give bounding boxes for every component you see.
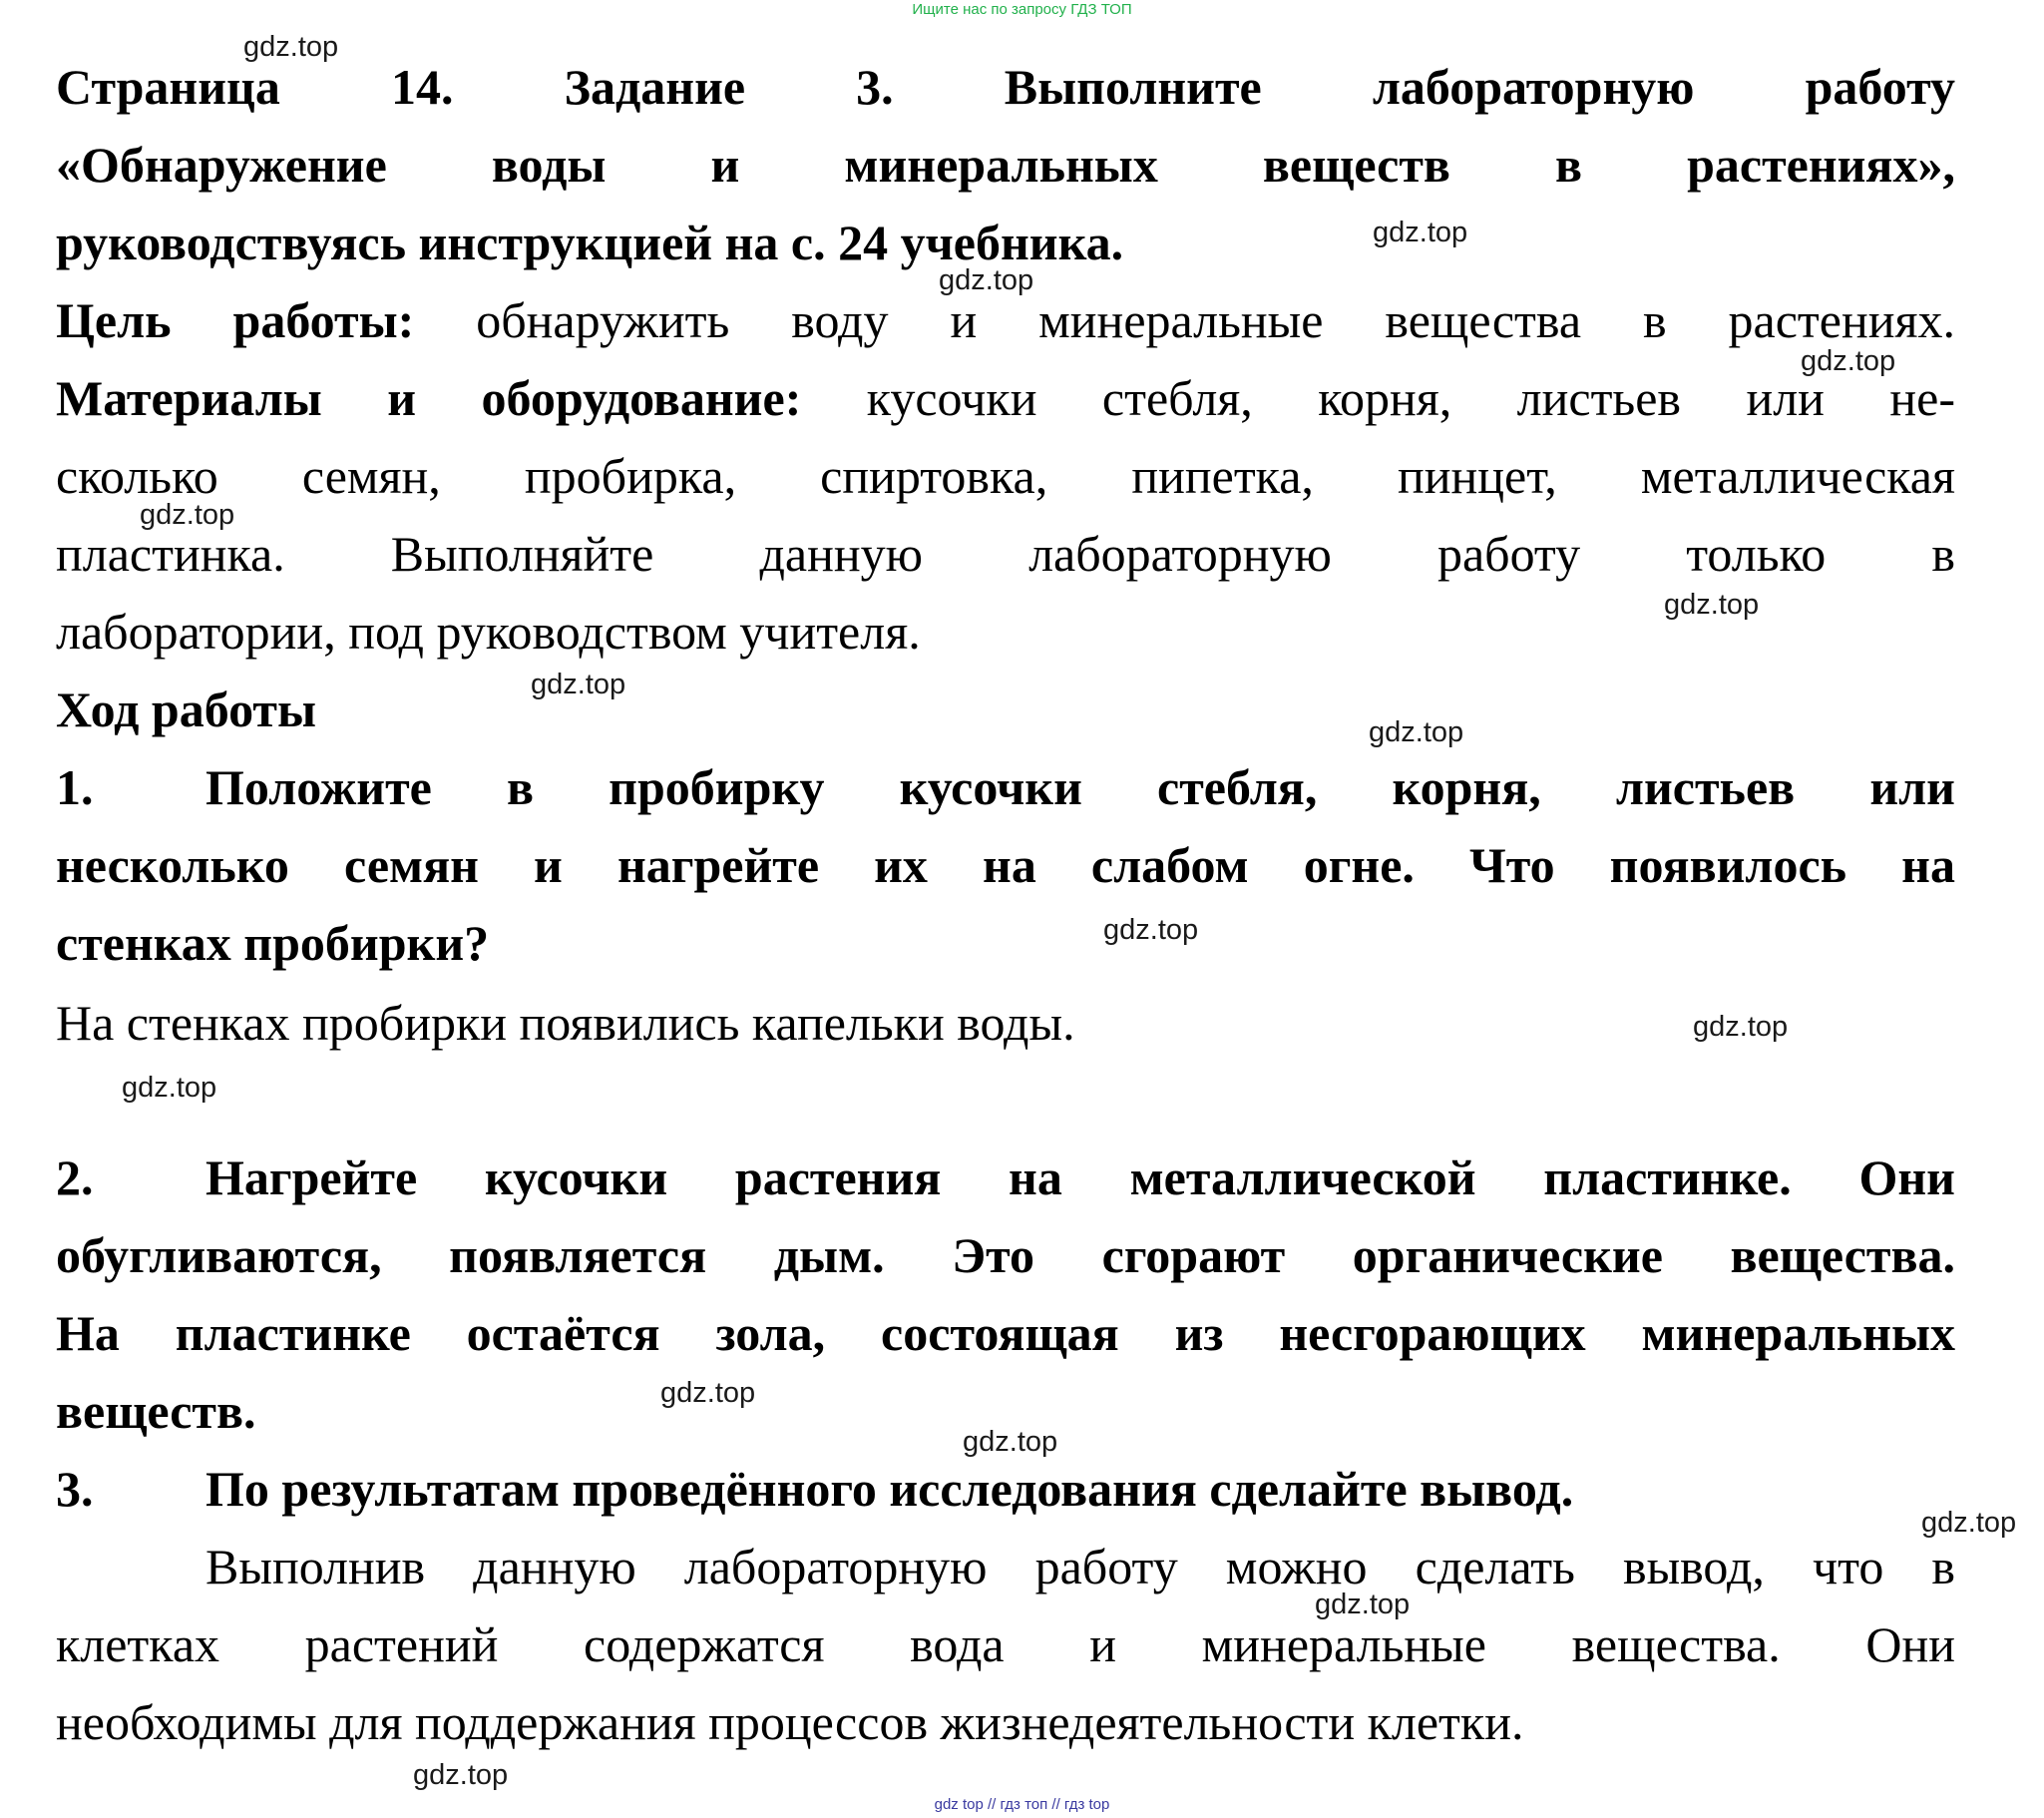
watermark: gdz.top (1801, 345, 1896, 377)
step-number: 1. (56, 759, 94, 815)
materials-text: кусочки стебля, корня, листьев или не- (801, 370, 1955, 426)
goal-line (56, 290, 1955, 350)
watermark: gdz.top (140, 499, 235, 531)
task-heading-line: руководствуясь инструкцией на с. 24 учебника. (56, 215, 1124, 270)
top-banner[interactable]: Ищите нас по запросу ГДЗ ТОП (912, 1, 1132, 18)
watermark: gdz.top (1103, 914, 1199, 946)
step2-line: веществ. (56, 1383, 256, 1439)
watermark: gdz.top (1315, 1589, 1411, 1620)
watermark: gdz.top (1664, 589, 1760, 621)
procedure-heading: Ход работы (56, 682, 317, 737)
step3-line (56, 1459, 1955, 1519)
materials-line: пластинка. Выполняйте данную лабораторную работу только в (56, 526, 1955, 582)
step-number: 3. (56, 1461, 94, 1517)
watermark: gdz.top (122, 1072, 217, 1104)
step1-line (56, 757, 1955, 817)
step3-answer-line (56, 1537, 1955, 1596)
materials-line: сколько семян, пробирка, спиртовка, пипетка, пинцет, металлическая (56, 448, 1955, 504)
step1-text: Положите в пробирку кусочки стебля, корня, листьев или (205, 759, 1955, 815)
watermark: gdz.top (1693, 1011, 1789, 1043)
step-number: 2. (56, 1149, 94, 1205)
step1-line: стенках пробирки? (56, 915, 490, 971)
step2-text: Нагрейте кусочки растения на металлической пластинке. Они (205, 1149, 1955, 1205)
step3-answer-line: клетках растений содержатся вода и минеральные вещества. Они (56, 1616, 1955, 1672)
watermark: gdz.top (660, 1377, 756, 1409)
task-heading-line: «Обнаружение воды и минеральных веществ в растениях», (56, 137, 1955, 193)
step2-line: На пластинке остаётся зола, состоящая из несгорающих минеральных (56, 1305, 1955, 1361)
materials-line: лаборатории, под руководством учителя. (56, 604, 921, 660)
materials-label: Материалы и оборудование: (56, 370, 802, 426)
step3-question: По результатам проведённого исследования сделайте вывод. (205, 1461, 1574, 1517)
watermark: gdz.top (1369, 716, 1464, 748)
bottom-banner[interactable]: gdz top // гдз топ // гдз top (934, 1796, 1110, 1813)
watermark: gdz.top (413, 1759, 509, 1791)
goal-text: обнаружить воду и минеральные вещества в растениях. (414, 292, 1955, 348)
step2-line: обугливаются, появляется дым. Это сгорают органические вещества. (56, 1227, 1955, 1283)
step1-answer: На стенках пробирки появились капельки воды. (56, 995, 1075, 1051)
watermark: gdz.top (963, 1426, 1058, 1458)
watermark: gdz.top (531, 669, 626, 700)
step3-answer-line: необходимы для поддержания процессов жизнедеятельности клетки. (56, 1694, 1524, 1750)
task-heading-line: Страница 14. Задание 3. Выполните лабораторную работу (56, 59, 1955, 115)
materials-line (56, 368, 1955, 428)
step1-line: несколько семян и нагрейте их на слабом огне. Что появилось на (56, 837, 1955, 893)
watermark: gdz.top (243, 31, 339, 63)
watermark: gdz.top (939, 264, 1034, 296)
watermark: gdz.top (1373, 217, 1468, 248)
step3-answer-text: Выполнив данную лабораторную работу можно сделать вывод, что в (205, 1539, 1955, 1594)
goal-label: Цель работы: (56, 292, 415, 348)
step2-line (56, 1147, 1955, 1207)
watermark: gdz.top (1921, 1507, 2017, 1539)
